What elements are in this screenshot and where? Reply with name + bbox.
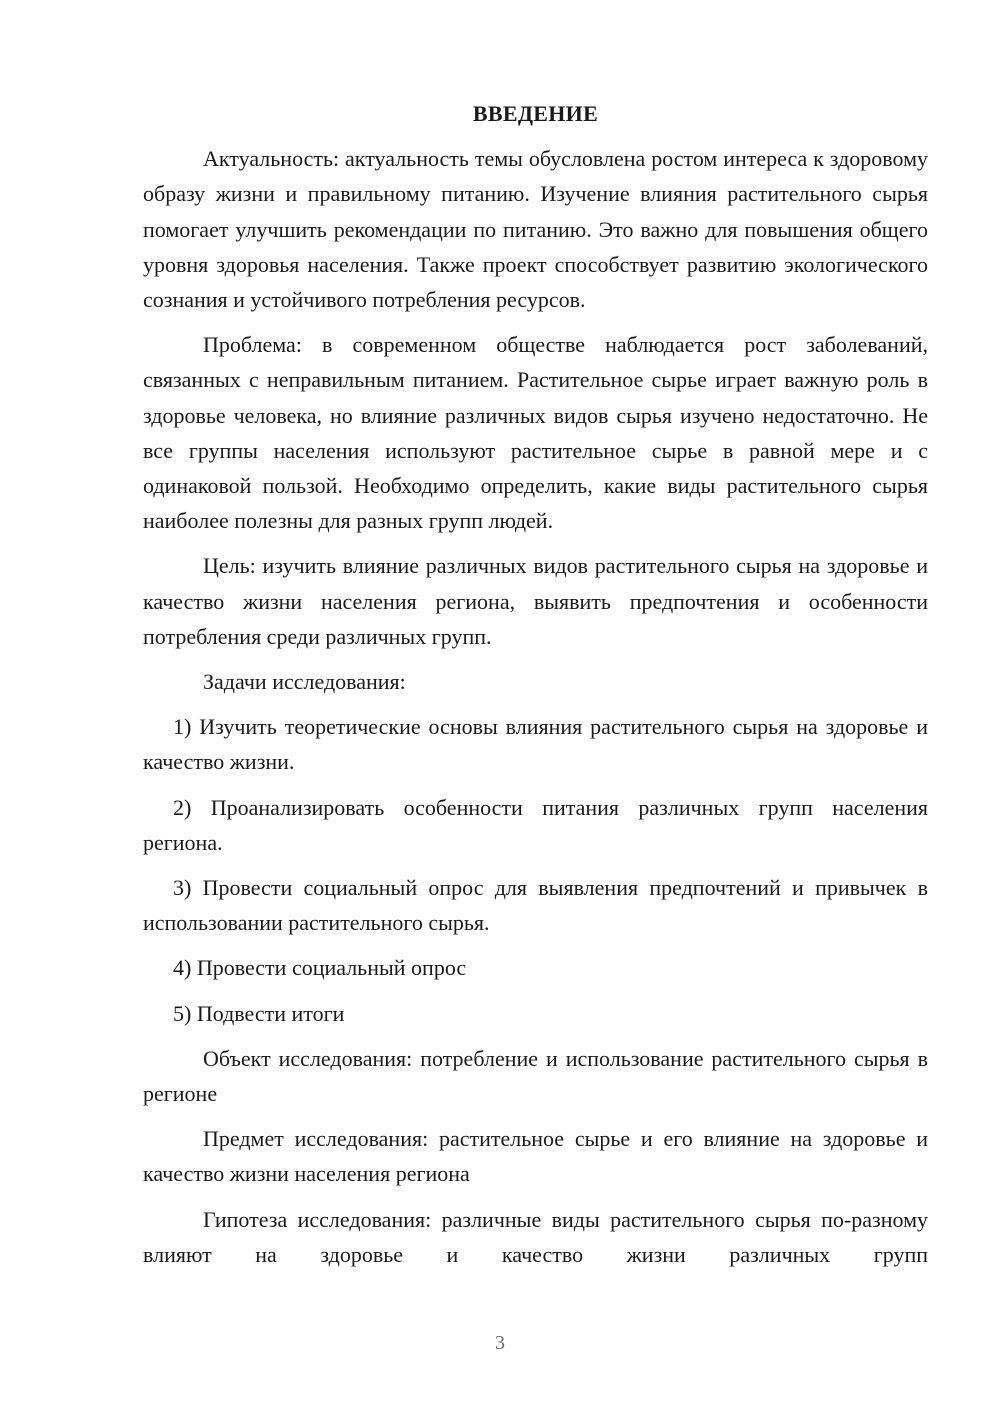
paragraph-hypothesis: Гипотеза исследования: различные виды растительного сырья по-разному влияют на здоровье и качество жизни различных групп	[143, 1206, 928, 1267]
page-number: 3	[495, 1332, 505, 1354]
task-item-3: 3) Провести социальный опрос для выявления предпочтений и привычек в использовании растительного сырья.	[143, 875, 928, 936]
paragraph-goal: Цель: изучить влияние различных видов растительного сырья на здоровье и качество жизни населения региона, выявить предпочтения и особенности потребления среди различных групп.	[143, 553, 928, 649]
task-item-5: 5) Подвести итоги	[173, 1000, 345, 1026]
paragraph-relevance: Актуальность: актуальность темы обусловлена ростом интереса к здоровому образу жизни и правильному питанию. Изучение влияния растительного сырья помогает улучшить рекомендации по питанию. Это важно для повышения общего уровня здоровья населения. Также проект способствует развитию экологического сознания и устойчивого потребления ресурсов.	[143, 146, 928, 313]
task-item-2: 2) Проанализировать особенности питания различных групп населения региона.	[143, 794, 928, 855]
paragraph-problem: Проблема: в современном обществе наблюдается рост заболеваний, связанных с неправильным питанием. Растительное сырье играет важную роль в здоровье человека, но влияние различных видов сырья изучено недостаточно. Не все группы населения используют растительное сырье в равной мере и с одинаковой пользой. Необходимо определить, какие виды растительного сырья наиболее полезны для разных групп людей.	[143, 332, 928, 534]
task-item-4: 4) Провести социальный опрос	[173, 955, 467, 981]
paragraph-object: Объект исследования: потребление и использование растительного сырья в регионе	[143, 1045, 928, 1107]
document-page	[143, 96, 928, 1282]
tasks-heading: Задачи исследования:	[203, 669, 406, 695]
page-title: ВВЕДЕНИЕ	[472, 101, 599, 126]
task-item-1: 1) Изучить теоретические основы влияния растительного сырья на здоровье и качество жизни.	[143, 714, 928, 775]
paragraph-subject: Предмет исследования: растительное сырье и его влияние на здоровье и качество жизни населения региона	[143, 1126, 928, 1187]
